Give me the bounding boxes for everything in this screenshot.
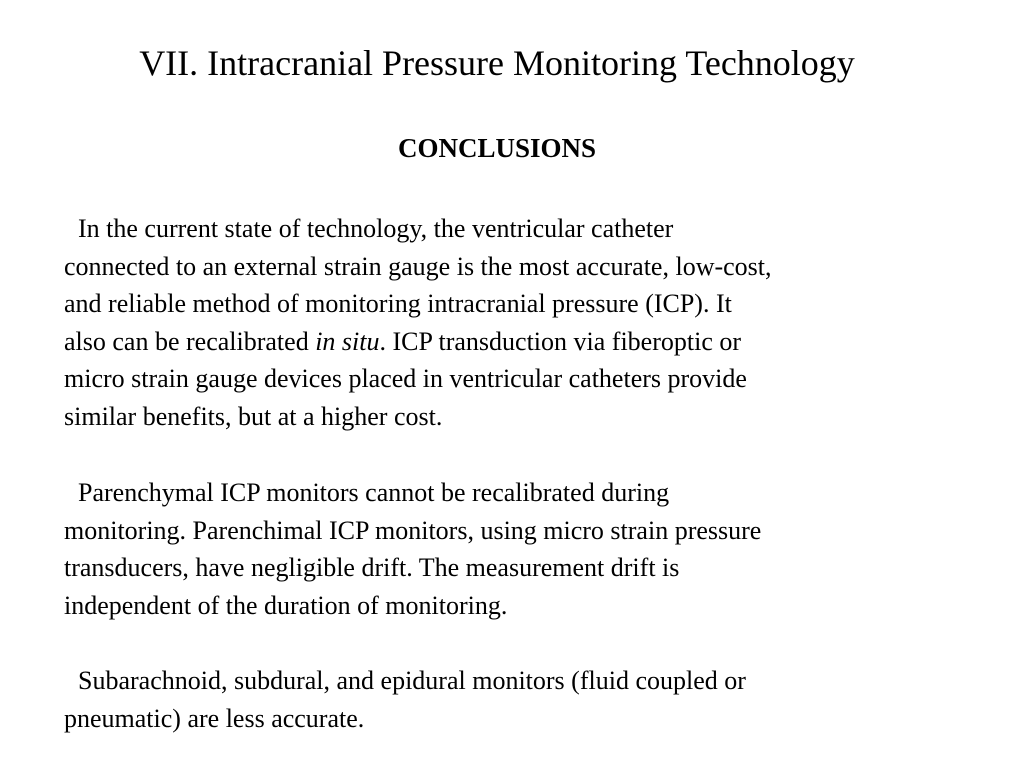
paragraph-2-line-3: transducers, have negligible drift. The measurement drift is — [64, 553, 680, 583]
italic-term: in situ — [315, 326, 380, 356]
paragraph-1-line-5: micro strain gauge devices placed in ventricular catheters provide — [64, 364, 747, 394]
paragraph-2 — [64, 474, 944, 624]
paragraph-1-line-1: In the current state of technology, the ventricular catheter — [78, 214, 674, 243]
paragraph-1-line-6: similar benefits, but at a higher cost. — [64, 401, 443, 431]
paragraph-1 — [64, 210, 944, 436]
paragraph-1-line-3: and reliable method of monitoring intracranial pressure (ICP). It — [64, 289, 732, 319]
line-4-text-after: . ICP transduction via fiberoptic or — [379, 326, 742, 356]
slide-title: VII. Intracranial Pressure Monitoring Technology — [139, 43, 855, 83]
paragraph-3 — [64, 662, 944, 737]
paragraph-1-line-2: connected to an external strain gauge is the most accurate, low-cost, — [64, 251, 772, 281]
line-4-text-before: also can be recalibrated — [64, 326, 316, 356]
paragraph-3-line-2: pneumatic) are less accurate. — [64, 703, 365, 733]
section-heading: CONCLUSIONS — [397, 133, 597, 163]
paragraph-3-line-1: Subarachnoid, subdural, and epidural monitors (fluid coupled or — [78, 666, 746, 695]
paragraph-2-line-1: Parenchymal ICP monitors cannot be recalibrated during — [78, 478, 670, 507]
paragraph-1-line-4 — [64, 323, 944, 361]
paragraph-2-line-4: independent of the duration of monitoring. — [64, 590, 508, 620]
paragraph-2-line-2: monitoring. Parenchimal ICP monitors, using micro strain pressure — [64, 515, 762, 545]
